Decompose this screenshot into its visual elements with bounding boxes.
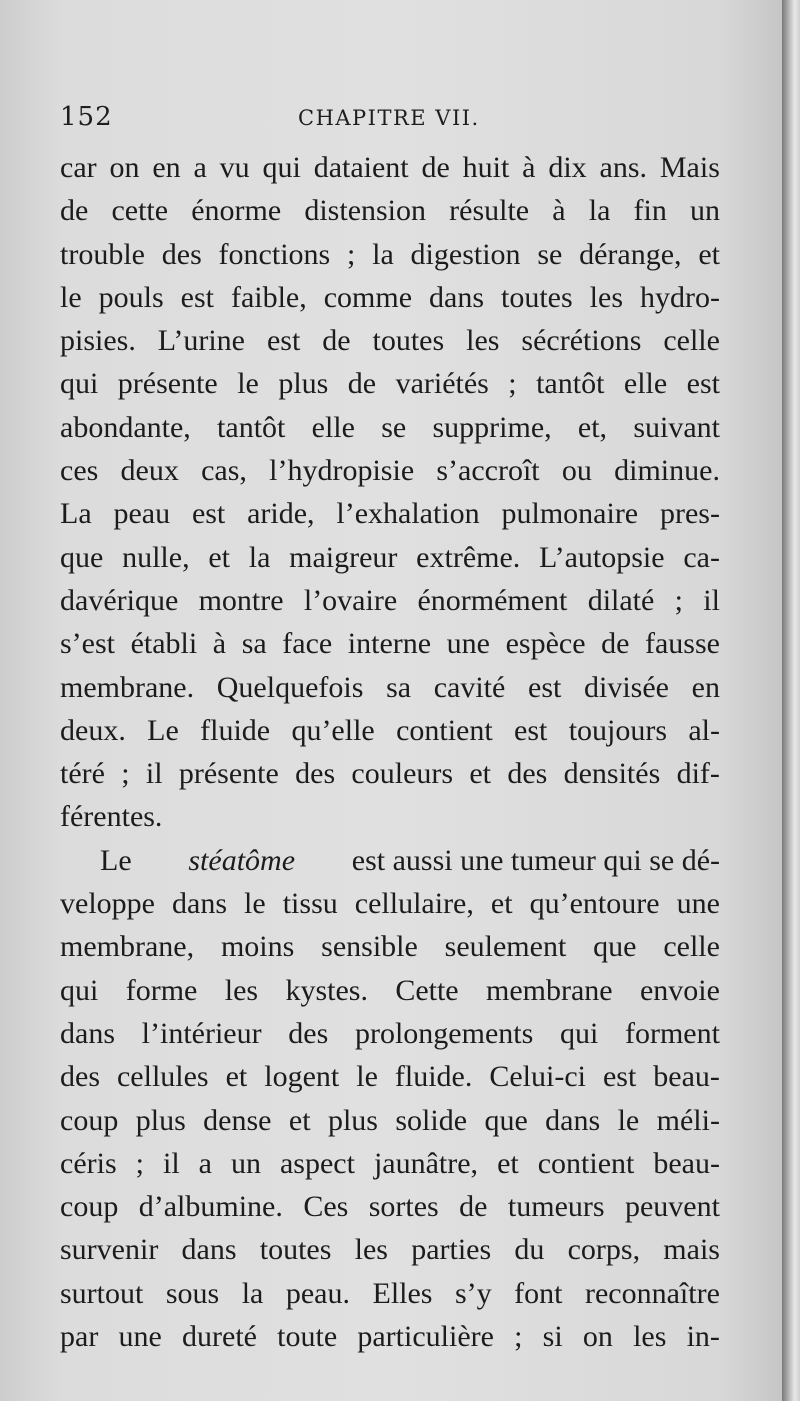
text-line: férentes.: [60, 800, 163, 834]
text-line: coup d’albumine. Ces sortes de tumeurs peuvent: [60, 1190, 720, 1224]
text-line: abondante, tantôt elle se supprime, et, suivant: [60, 410, 720, 444]
text-line: veloppe dans le tissu cellulaire, et qu’entoure une: [60, 887, 720, 921]
text-line: le pouls est faible, comme dans toutes les hydro-: [60, 280, 720, 314]
text-line: trouble des fonctions ; la digestion se dérange, et: [60, 237, 720, 271]
page-header: [60, 102, 720, 142]
body-text: [60, 146, 720, 1358]
text-line: car on en a vu qui dataient de huit à dix ans. Mais: [60, 151, 720, 184]
text-line: deux. Le fluide qu’elle contient est toujours al-: [60, 713, 720, 747]
text-line: davérique montre l’ovaire énormément dilaté ; il: [60, 583, 720, 617]
term-steatome: stéatôme: [188, 843, 296, 877]
text-line: dans l’intérieur des prolongements qui forment: [60, 1016, 720, 1050]
paragraph-1: [60, 146, 720, 839]
text-line: céris ; il a un aspect jaunâtre, et contient beau-: [60, 1146, 720, 1180]
text-line: La peau est aride, l’exhalation pulmonaire pres-: [60, 497, 720, 531]
text-line: ces deux cas, l’hydropisie s’accroît ou diminue.: [60, 454, 720, 488]
text-line: pisies. L’urine est de toutes les sécrétions celle: [60, 324, 720, 358]
text-line: qui forme les kystes. Cette membrane envoie: [60, 973, 720, 1007]
text-line: surtout sous la peau. Elles s’y font reconnaître: [60, 1276, 720, 1310]
paragraph-2: [60, 839, 720, 1359]
text-line: téré ; il présente des couleurs et des densités dif-: [60, 757, 720, 791]
text-line: qui présente le plus de variétés ; tantôt elle est: [60, 367, 720, 401]
text-line: [60, 839, 720, 882]
text-line: membrane. Quelquefois sa cavité est divisée en: [60, 670, 720, 704]
text-line: coup plus dense et plus solide que dans le méli-: [60, 1103, 720, 1137]
text-line: membrane, moins sensible seulement que celle: [60, 930, 720, 964]
text-line: des cellules et logent le fluide. Celui-ci est beau-: [60, 1060, 720, 1094]
running-head: CHAPITRE VII.: [298, 106, 480, 130]
paragraph-2-first-line-rest: est aussi une tumeur qui se dé-: [351, 843, 720, 877]
text-line: survenir dans toutes les parties du corps, mais: [60, 1233, 720, 1267]
paragraph-2-lead: Le: [100, 843, 132, 877]
text-line: de cette énorme distension résulte à la fin un: [60, 194, 720, 228]
text-line: que nulle, et la maigreur extrême. L’autopsie ca-: [60, 540, 720, 574]
text-line: par une dureté toute particulière ; si on les in-: [60, 1320, 720, 1354]
binding-edge: [782, 0, 800, 1401]
text-line: s’est établi à sa face interne une espèce de fausse: [60, 627, 720, 661]
page-number: 152: [60, 102, 113, 132]
